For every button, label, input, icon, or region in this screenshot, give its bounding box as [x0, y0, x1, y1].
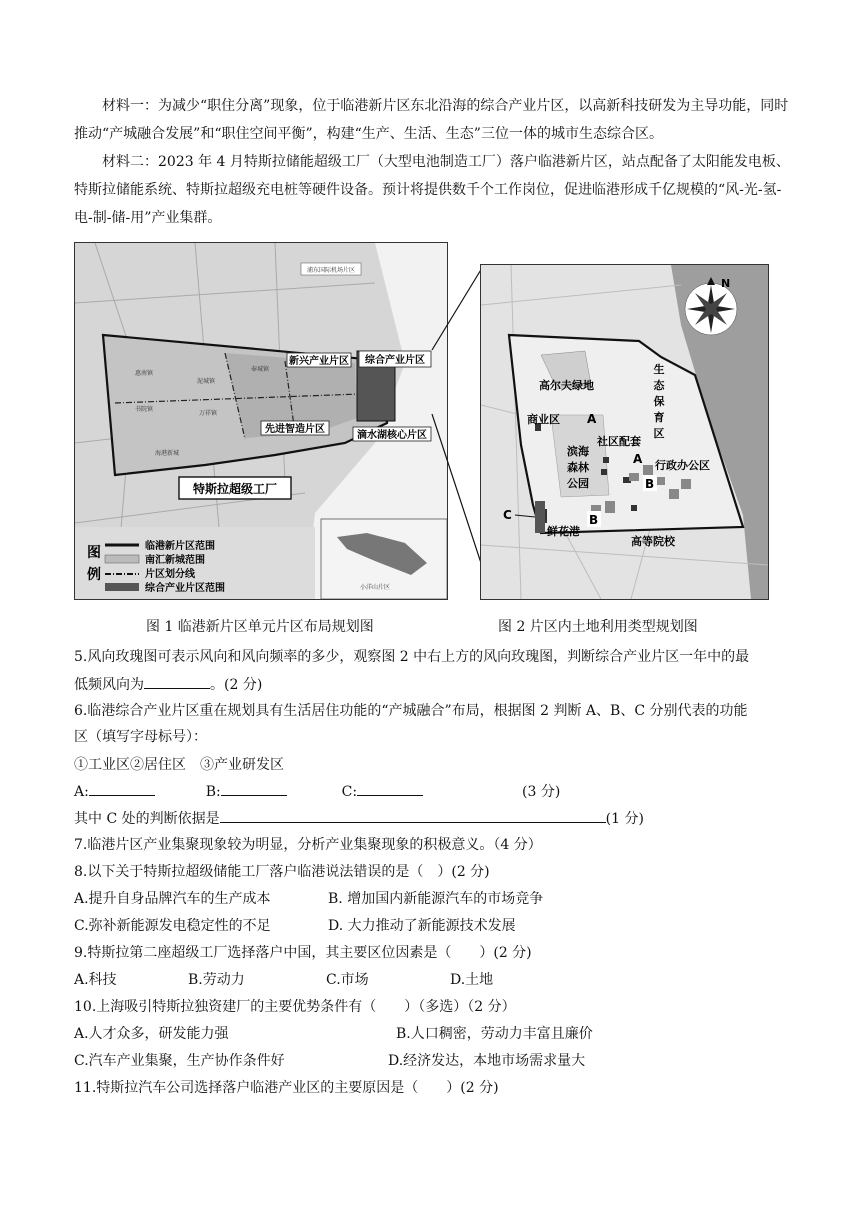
legend-item-2: 南汇新城范围	[145, 555, 205, 566]
question-7: 7.临港片区产业集聚现象较为明显，分析产业集聚现象的积极意义。（4 分）	[74, 837, 542, 853]
binhai-label-1: 滨海	[567, 445, 589, 458]
eco-label-1: 生	[653, 363, 665, 376]
basis-blank[interactable]	[220, 808, 606, 823]
golf-label: 高尔夫绿地	[539, 379, 594, 392]
question-6-answers	[74, 781, 560, 801]
town-label-3: 书院镇	[135, 406, 154, 413]
answer-C-label: C:	[341, 784, 358, 800]
q9-option-B[interactable]: B.劳动力	[188, 972, 245, 988]
eco-label-4: 育	[653, 411, 665, 424]
north-label: N	[721, 277, 731, 290]
legend-item-4: 综合产业片区范围	[145, 583, 225, 594]
question-5-prefix: 低频风向为	[74, 677, 144, 693]
legend-item-3: 片区划分线	[145, 569, 195, 580]
question-8-options-1	[74, 888, 543, 908]
community-label: 社区配套	[597, 435, 641, 448]
question-8: 8.以下关于特斯拉超级储能工厂落户临港说法错误的是（ ）(2 分)	[74, 864, 490, 880]
q9-option-D[interactable]: D.土地	[450, 972, 494, 988]
question-6-line-1: 6.临港综合产业片区重在规划具有生活居住功能的“产城融合”布局，根据图 2 判断 A、B、C 分别代表的功能	[74, 703, 748, 719]
question-6-basis	[74, 808, 644, 828]
q10-option-B[interactable]: B.人口稠密，劳动力丰富且廉价	[396, 1026, 593, 1042]
basis-score: (1 分)	[605, 811, 644, 827]
A-label-2: A	[633, 452, 643, 466]
B-label-1: B	[645, 477, 655, 491]
question-5-line-1: 5.风向玫瑰图可表示风向和风向频率的多少，观察图 2 中右上方的风向玫瑰图，判断综合产业片区一年中的最	[74, 649, 750, 665]
question-10-options-2	[74, 1050, 585, 1070]
zonghe-label: 综合产业片区	[365, 355, 425, 366]
town-label-6: 海港新城	[155, 450, 180, 457]
question-5-line-2	[74, 674, 262, 694]
xianjin-label: 先进智造片区	[265, 424, 325, 435]
answer-A-label: A:	[74, 784, 89, 800]
A-label-1: A	[587, 412, 597, 426]
figure-2-svg	[481, 265, 768, 599]
figure-2-caption: 图 2 片区内土地利用类型规划图	[498, 619, 698, 635]
binhai-label-2: 森林	[567, 461, 589, 474]
question-10: 10.上海吸引特斯拉独资建厂的主要优势条件有（ ）（多选）（2 分）	[74, 999, 516, 1015]
eco-label-2: 态	[653, 379, 665, 392]
question-9: 9.特斯拉第二座超级工厂选择落户中国，其主要区位因素是（ ）(2 分)	[74, 945, 532, 961]
island-label: 小洋山片区	[359, 584, 391, 591]
answer-B-blank[interactable]	[221, 781, 287, 796]
town-label-1: 惠南镇	[135, 370, 154, 377]
question-5-score: 。(2 分)	[210, 677, 263, 693]
basis-label: 其中 C 处的判断依据是	[74, 811, 220, 827]
q10-option-C[interactable]: C.汽车产业集聚，生产协作条件好	[74, 1053, 285, 1069]
xinxing-label: 新兴产业片区	[289, 356, 349, 367]
B-label-2: B	[589, 513, 599, 527]
q9-option-A[interactable]: A.科技	[74, 972, 117, 988]
commerce-label: 商业区	[527, 413, 560, 426]
answer-B-label: B:	[205, 784, 221, 800]
question-10-options-1	[74, 1023, 593, 1043]
eco-label-3: 保	[653, 395, 665, 408]
C-label: C	[503, 508, 512, 522]
eco-label-5: 区	[653, 427, 665, 440]
town-label-2: 泥城镇	[197, 378, 216, 385]
question-6-line-2: 区（填写字母标号）：	[74, 729, 207, 745]
binhai-label-3: 公园	[567, 477, 589, 490]
pudong-label: 浦东国际机场片区	[306, 267, 356, 274]
question-8-options-2	[74, 915, 516, 935]
figure-2-map	[480, 264, 769, 600]
college-label: 高等院校	[631, 535, 675, 548]
q10-option-A[interactable]: A.人才众多，研发能力强	[74, 1026, 229, 1042]
answer-A-blank[interactable]	[89, 781, 155, 796]
town-label-4: 万祥镇	[199, 410, 218, 417]
port-label: 鲜花港	[547, 525, 580, 538]
q8-option-A[interactable]: A.提升自身品牌汽车的生产成本	[74, 891, 271, 907]
legend-item-1: 临港新片区范围	[145, 541, 215, 552]
q9-option-C[interactable]: C.市场	[326, 972, 369, 988]
question-5-blank[interactable]	[144, 674, 210, 689]
answer-C-blank[interactable]	[357, 781, 423, 796]
question-6-options: ①工业区②居住区 ③产业研发区	[74, 757, 284, 773]
tesla-label: 特斯拉超级工厂	[192, 482, 278, 496]
admin-label: 行政办公区	[655, 459, 710, 472]
question-11: 11.特斯拉汽车公司选择落户临港产业区的主要原因是（ ）(2 分)	[74, 1080, 499, 1096]
q8-option-D[interactable]: D. 大力推动了新能源技术发展	[328, 918, 516, 934]
q8-option-C[interactable]: C.弥补新能源发电稳定性的不足	[74, 918, 271, 934]
town-label-5: 奉城镇	[251, 366, 270, 373]
q10-option-D[interactable]: D.经济发达，本地市场需求量大	[388, 1053, 586, 1069]
question-6-score: (3 分)	[522, 784, 561, 800]
dishui-label: 滴水湖核心片区	[357, 430, 427, 441]
material-1: 材料一：为减少“职住分离”现象，位于临港新片区东北沿海的综合产业片区，以高新科技研发为主导功能，同时推动“产城融合发展”和“职住空间平衡”，构建“生产、生活、生态”三位一体的城市生态综合区。	[74, 98, 789, 142]
question-9-options	[74, 969, 493, 989]
material-2: 材料二：2023 年 4 月特斯拉储能超级工厂（大型电池制造工厂）落户临港新片区，站点配备了太阳能发电板、特斯拉储能系统、特斯拉超级充电桩等硬件设备。预计将提供数千个工作岗位，促进临港形成千亿规模的“风-光-氢-电-制-储-用”产业集群。	[74, 154, 790, 226]
q8-option-B[interactable]: B. 增加国内新能源汽车的市场竞争	[328, 891, 544, 907]
legend-title-1: 图	[87, 545, 101, 561]
figure-1-caption: 图 1 临港新片区单元片区布局规划图	[146, 619, 374, 635]
legend-title-2: 例	[87, 567, 101, 583]
